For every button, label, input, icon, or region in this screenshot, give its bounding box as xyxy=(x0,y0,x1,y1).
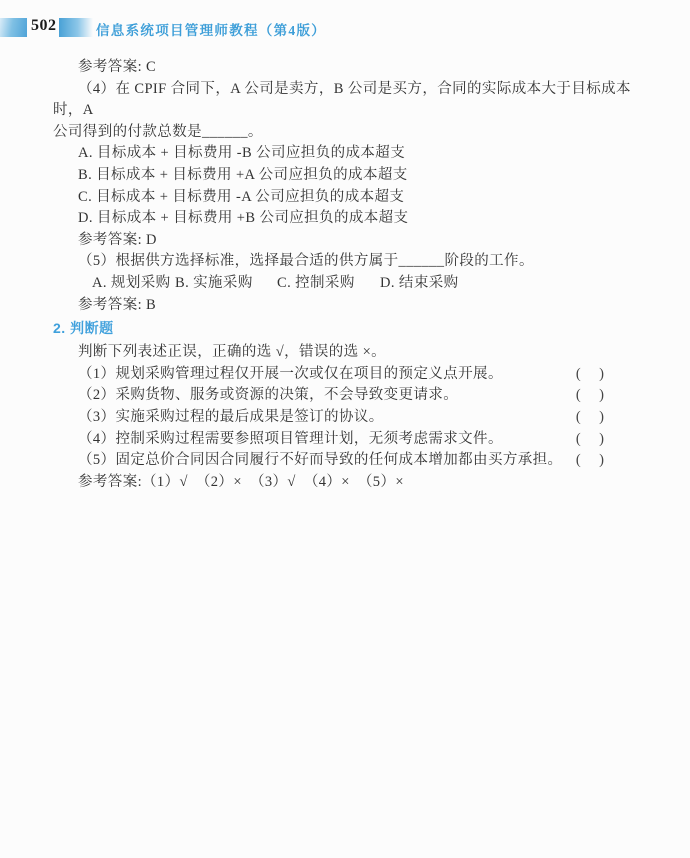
question-4-option-a: A. 目标成本 + 目标费用 -B 公司应担负的成本超支 xyxy=(78,145,406,162)
question-4-option-d: D. 目标成本 + 目标费用 +B 公司应担负的成本超支 xyxy=(78,210,409,227)
question-5-option-d: D. 结束采购 xyxy=(380,274,459,291)
judgment-item-2-text: （2）采购货物、服务或资源的决策，不会导致变更请求。 xyxy=(78,387,459,404)
judgment-item-4 xyxy=(53,429,652,451)
judgment-item-5-answer-bracket: ( ) xyxy=(575,452,606,469)
header-left-accent-bar xyxy=(0,18,27,37)
book-title: 信息系统项目管理师教程（第4版） xyxy=(96,23,327,38)
question-5-option-b: B. 实施采购 xyxy=(175,274,253,291)
judgment-answers-line: 参考答案:（1）√ （2）× （3）√ （4）× （5）× xyxy=(78,473,404,490)
judgment-section-heading: 2. 判断题 xyxy=(53,320,114,337)
answer-line-q4: 参考答案: D xyxy=(78,231,157,248)
question-5-stem: （5）根据供方选择标准，选择最合适的供方属于______阶段的工作。 xyxy=(78,253,534,270)
judgment-item-1-answer-bracket: ( ) xyxy=(575,365,606,382)
question-4-option-b: B. 目标成本 + 目标费用 +A 公司应担负的成本超支 xyxy=(78,166,408,183)
judgment-intro: 判断下列表述正误，正确的选 √，错误的选 ×。 xyxy=(78,344,387,361)
judgment-item-1 xyxy=(53,364,652,386)
header-fade-accent-bar xyxy=(59,18,93,37)
question-5-option-a: A. 规划采购 xyxy=(92,274,171,291)
question-4-option-c: C. 目标成本 + 目标费用 -A 公司应担负的成本超支 xyxy=(78,188,405,205)
question-4-stem-line1: （4）在 CPIF 合同下，A 公司是卖方，B 公司是买方，合同的实际成本大于目标成本时，A xyxy=(53,80,631,119)
judgment-item-4-answer-bracket: ( ) xyxy=(575,430,606,447)
question-4-stem-line2: 公司得到的付款总数是______。 xyxy=(53,123,263,140)
judgment-item-3-answer-bracket: ( ) xyxy=(575,408,606,425)
judgment-item-4-text: （4）控制采购过程需要参照项目管理计划，无须考虑需求文件。 xyxy=(78,430,503,447)
judgment-item-3 xyxy=(53,407,652,429)
judgment-item-3-text: （3）实施采购过程的最后成果是签订的协议。 xyxy=(78,408,384,425)
page-number: 502 xyxy=(31,17,57,34)
judgment-item-1-text: （1）规划采购管理过程仅开展一次或仅在项目的预定义点开展。 xyxy=(78,365,503,382)
page-content xyxy=(53,57,652,493)
judgment-item-2-answer-bracket: ( ) xyxy=(575,387,606,404)
judgment-item-5 xyxy=(53,450,652,472)
answer-line-q5: 参考答案: B xyxy=(78,296,157,313)
question-5-option-c: C. 控制采购 xyxy=(277,274,355,291)
question-5-options-row xyxy=(53,273,652,295)
judgment-item-2 xyxy=(53,385,652,407)
answer-line-q3: 参考答案: C xyxy=(78,59,157,75)
page-header xyxy=(0,17,690,37)
judgment-item-5-text: （5）固定总价合同因合同履行不好而导致的任何成本增加都由买方承担。 xyxy=(78,452,563,469)
